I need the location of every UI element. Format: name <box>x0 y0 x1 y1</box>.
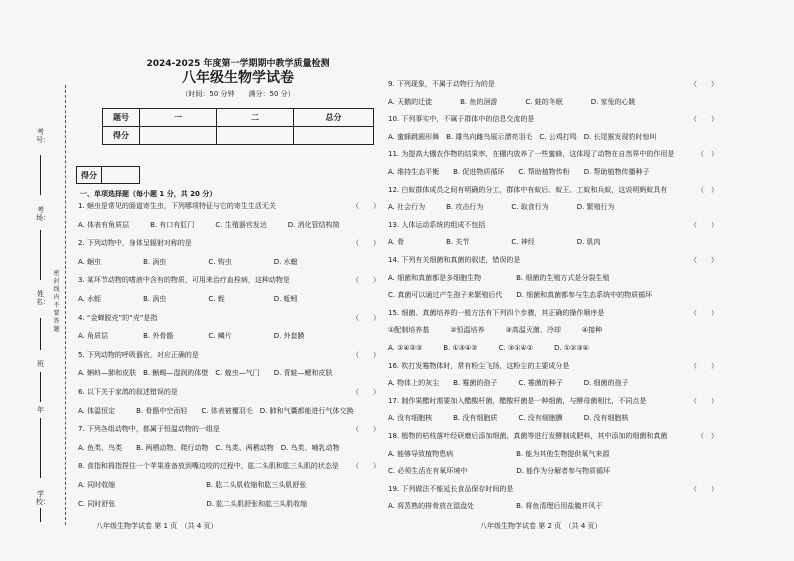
answer-parenthesis: （ ） <box>352 388 380 396</box>
page-footer-right: 八年级生物学试卷 第 2 页 （共 4 页） <box>480 522 602 530</box>
question-line <box>78 239 380 248</box>
question-text: 19. 下列做法不能延长食品保存时间的是 <box>388 484 514 493</box>
section-score-box <box>76 166 140 184</box>
question-text: 13. 人体运动系统的组成不包括 <box>388 220 486 229</box>
question-text: A. 角质层 B. 外骨骼 C. 鳞片 D. 外套膜 <box>78 332 305 341</box>
score-cell <box>140 127 217 145</box>
question-text: 2. 下列动物中，身体呈辐射对称的是 <box>78 239 192 248</box>
exam-number-label: 考号： <box>36 128 50 144</box>
question-line <box>388 414 718 423</box>
question-text: 4. “金蝉脱壳”的“壳”是指 <box>78 313 158 322</box>
question-line <box>78 351 380 360</box>
score-cell <box>294 127 374 145</box>
school-line <box>40 508 41 522</box>
question-line <box>78 462 380 471</box>
question-text: 10. 下列事实中，不属于群体中的信息交流的是 <box>388 115 535 124</box>
question-line <box>388 362 718 371</box>
answer-parenthesis: （ ） <box>690 115 718 124</box>
question-text: A. 没有细胞核 B. 没有细胞质 C. 没有细胞膜 D. 没有细胞核 <box>388 414 629 423</box>
page-footer-left: 八年级生物学试卷 第 1 页 （共 4 页） <box>96 522 218 530</box>
question-line <box>78 221 380 230</box>
question-line <box>388 432 718 441</box>
question-text: 15. 细菌、真菌培养的一般方法有下列四个步骤，其正确的操作顺序是 <box>388 308 605 317</box>
question-line <box>388 274 718 283</box>
question-text: A. 物体上的灰尘 B. 霉菌的孢子 C. 霉菌的种子 D. 细菌的孢子 <box>388 379 629 388</box>
answer-parenthesis: （ ） <box>352 425 380 434</box>
question-text: 5. 下列动物的呼吸器官，对应正确的是 <box>78 350 199 359</box>
question-line <box>388 291 718 300</box>
question-text: 12. 白蚁群体成员之间有明确的分工，群体中有蚁后、蚁王、工蚁和兵蚁，这说明蚂蚁具有 <box>388 185 668 194</box>
question-text: A. 维持生态平衡 B. 促进物质循环 C. 帮助植物传粉 D. 帮助植物传播种子 <box>388 168 650 176</box>
question-line <box>78 202 380 211</box>
exam-name: 2024-2025 年度第一学期期中教学质量检测 <box>146 59 330 69</box>
score-table <box>102 108 374 145</box>
question-line <box>388 450 718 459</box>
question-line <box>388 221 718 230</box>
question-text: A. 体表有角质层 B. 有口有肛门 C. 生殖器官发达 D. 消化管结构简 <box>78 220 340 229</box>
question-line <box>78 258 380 267</box>
question-line <box>388 344 718 353</box>
exam-number-line <box>40 155 41 195</box>
question-text: A. 体温恒定 B. 骨骼中空而轻 C. 体表被覆羽毛 D. 肺和气囊都能进行气体交换 <box>78 406 354 415</box>
answer-parenthesis: （ ） <box>690 80 718 88</box>
question-line <box>388 467 718 476</box>
exam-room-line <box>40 230 41 280</box>
question-text: 11. 为提高大棚农作物的结果率，在棚内放养了一些蜜蜂，这体现了动物在自然界中的作用是 <box>388 150 675 159</box>
question-line <box>388 203 718 212</box>
question-line <box>388 238 718 247</box>
answer-parenthesis: （ ） <box>697 150 718 159</box>
question-text: C. 必须生活在有氧环境中 D. 能作为分解者参与物质循环 <box>388 467 611 476</box>
question-line <box>388 115 718 124</box>
question-text: A. 社会行为 B. 攻击行为 C. 取食行为 D. 繁殖行为 <box>388 203 615 212</box>
seal-line-note: 密封线内不要答题 <box>53 270 60 333</box>
question-line <box>388 98 718 107</box>
answer-parenthesis: （ ） <box>352 313 380 322</box>
question-text: C. 真菌可以通过产生孢子来繁殖后代 D. 细菌和真菌都参与生态系统中的物质循环 <box>388 291 653 300</box>
name-line <box>40 318 41 350</box>
question-line <box>388 168 718 177</box>
question-line <box>78 500 380 509</box>
question-text: 1. 蛔虫是常见的肠道寄生虫，下列哪项特征与它的寄生生活无关 <box>78 202 276 210</box>
answer-parenthesis: （ ） <box>352 350 380 359</box>
question-line <box>388 397 718 406</box>
grade-line <box>40 418 41 478</box>
exam-meta: （时间：50 分钟 满分：50 分） <box>181 90 295 98</box>
score-row-header <box>103 109 374 127</box>
question-line <box>78 481 380 490</box>
question-line <box>78 314 380 323</box>
question-text: 17. 制作果醋时需要加入醋酸杆菌，醋酸杆菌是一种细菌，与酵母菌相比，不同点是 <box>388 396 647 405</box>
score-row-values <box>103 127 374 145</box>
question-line <box>388 186 718 195</box>
score-cell: 总分 <box>294 109 374 127</box>
question-text: 9. 下列现象，不属于动物行为的是 <box>388 80 495 88</box>
answer-parenthesis: （ ） <box>352 276 380 285</box>
class-line <box>40 372 41 402</box>
name-label: 姓名： <box>36 290 50 306</box>
school-label: 学校： <box>36 490 50 506</box>
question-line <box>78 444 380 453</box>
score-cell: 一 <box>140 109 217 127</box>
question-line <box>78 295 380 304</box>
question-text: ①配制培养基 ②恒温培养 ③高温灭菌、冷却 ④接种 <box>388 326 603 335</box>
answer-parenthesis: （ ） <box>690 361 718 370</box>
question-text: A. 蜜蜂跳圆形舞 B. 雄鸟向雌鸟展示漂亮羽毛 C. 公鸡打鸣 D. 长尾猴发现豹时惊叫 <box>388 132 657 141</box>
answer-parenthesis: （ ） <box>690 256 718 264</box>
answer-parenthesis: （ ） <box>352 202 380 210</box>
question-line <box>388 502 718 511</box>
question-text: A. 蝌蚪—肺和皮肤 B. 蜥蜴—湿润的体壁 C. 蝗虫—气门 D. 青蛙—鳃和皮肤 <box>78 369 333 378</box>
question-line <box>388 80 718 89</box>
score-cell <box>217 127 294 145</box>
question-text: A. 水蛭 B. 涡虫 C. 蛭 D. 蚯蚓 <box>78 295 298 303</box>
question-text: 14. 下列有关细菌和真菌的叙述，错误的是 <box>388 256 521 264</box>
question-text: 3. 某环节动物的嗜液中含有的物质，可用来治疗血栓病，这种动物是 <box>78 276 290 285</box>
score-cell: 题号 <box>103 109 140 127</box>
question-text: A. 细菌和真菌都是多细胞生物 B. 细菌的生殖方式是分裂生殖 <box>388 273 610 282</box>
question-line <box>388 133 718 142</box>
question-text: 18. 植物的枯枝落叶经研磨后添加细菌、真菌等进行发酵制成肥料，其中添加的细菌和真菌 <box>388 432 668 440</box>
question-line <box>78 425 380 434</box>
question-text: A. 骨 B. 关节 C. 神经 D. 肌肉 <box>388 238 601 247</box>
exam-room-label: 考场： <box>36 206 50 222</box>
question-line <box>388 485 718 494</box>
question-text: A. 天鹅的迁徙 B. 鱼的洄游 C. 蛙的冬眠 D. 家兔的心跳 <box>388 97 636 106</box>
question-text: 7. 下列各组动物中，都属于恒温动物的一组是 <box>78 425 220 434</box>
answer-parenthesis: （ ） <box>352 462 380 471</box>
question-text: A. ①④②③ B. ①③④② C. ③①④② D. ①②③④ <box>388 344 589 352</box>
page-title: 八年级生物学试卷 <box>182 70 294 86</box>
question-line <box>78 332 380 341</box>
section-heading: 一、单项选择题（每小题 1 分，共 20 分） <box>80 190 217 198</box>
answer-parenthesis: （ ） <box>352 239 380 248</box>
question-line <box>388 379 718 388</box>
answer-parenthesis: （ ） <box>697 185 718 194</box>
grade-label: 年 <box>37 406 44 414</box>
question-text: A. 能够导致植物患病 B. 能为其他生物提供氧气来源 <box>388 449 610 458</box>
question-line <box>78 276 380 285</box>
question-line <box>78 388 380 397</box>
question-text: 6. 以下关于家鸽的叙述错误的是 <box>78 388 178 396</box>
question-text: C. 同时舒张 D. 肱二头肌舒张和肱三头肌收缩 <box>78 499 308 508</box>
question-line <box>388 256 718 265</box>
seal-line <box>65 85 66 525</box>
question-text: A. 同时收缩 B. 肱二头肌收缩和肱三头肌舒张 <box>78 481 307 489</box>
question-text: A. 蛔虫 B. 涡虫 C. 钩虫 D. 水螅 <box>78 257 298 266</box>
class-label: 班 <box>37 360 44 368</box>
score-cell: 得分 <box>103 127 140 145</box>
score-cell: 二 <box>217 109 294 127</box>
question-text: 16. 吹打发霉物体时，常有粉尘飞扬，这粉尘的主要成分是 <box>388 361 570 370</box>
question-text: A. 将蒸熟的排骨放在湿盘处 B. 将鱼清理后用盐腌并风干 <box>388 502 603 511</box>
question-text: A. 鱼类、鸟类 B. 两栖动物、爬行动物 C. 鸟类、两栖动物 D. 鸟类、哺乳动物 <box>78 443 340 452</box>
question-line <box>388 309 718 318</box>
answer-parenthesis: （ ） <box>690 484 718 493</box>
section-score-value <box>102 167 140 184</box>
answer-parenthesis: （ ） <box>690 308 718 317</box>
question-line <box>78 369 380 378</box>
question-line <box>388 326 718 335</box>
answer-parenthesis: （ ） <box>697 432 718 440</box>
question-line <box>78 407 380 416</box>
answer-parenthesis: （ ） <box>690 220 718 229</box>
section-score-label: 得分 <box>77 167 102 184</box>
answer-parenthesis: （ ） <box>690 396 718 405</box>
question-line <box>388 150 718 159</box>
question-text: 8. 食指和拇指捏住一个苹果准备放到嘴边咬的过程中，肱二头肌和肱三头肌的状态是 <box>78 462 339 471</box>
